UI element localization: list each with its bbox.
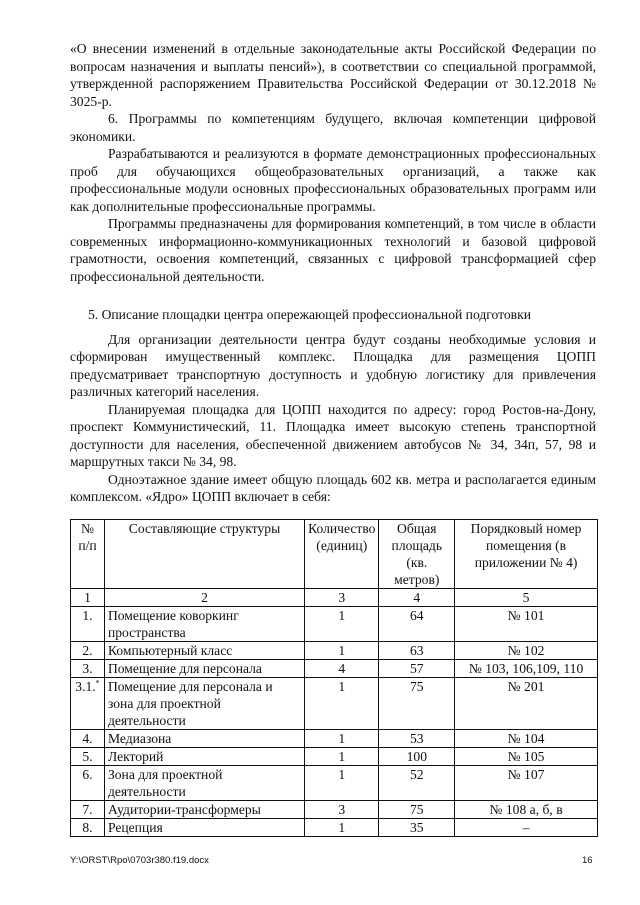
row-num: [71, 677, 105, 729]
footnote-mark: *: [95, 677, 100, 687]
row-structure: Помещение коворкинг пространства: [104, 606, 304, 641]
row-room: № 104: [455, 729, 598, 747]
row-room: –: [455, 818, 598, 836]
row-structure: Помещение для персонала и зона для проектной деятельности: [104, 677, 304, 729]
row-area: 53: [379, 729, 455, 747]
index-cell: 2: [104, 588, 304, 606]
row-area: 52: [379, 765, 455, 800]
table-row: [71, 677, 598, 729]
header-count: Количество (единиц): [305, 519, 379, 588]
row-num: 1.: [71, 606, 105, 641]
row-room: № 103, 106,109, 110: [455, 659, 598, 677]
row-count: 1: [305, 818, 379, 836]
row-num-text: 3.1.: [75, 678, 96, 694]
paragraph-5: Для организации деятельности центра будут созданы необходимые условия и сформирован имущественный комплекс. Площадка для размещения ЦОПП предусматривает транспортную доступность и удобную логистику для привлечения различных категорий населения.: [70, 331, 596, 399]
row-room: № 201: [455, 677, 598, 729]
row-count: 1: [305, 765, 379, 800]
table-row: [71, 747, 598, 765]
table-index-row: [71, 588, 598, 606]
row-area: 57: [379, 659, 455, 677]
row-room: № 101: [455, 606, 598, 641]
table-row: [71, 729, 598, 747]
row-num: 2.: [71, 641, 105, 659]
index-cell: 1: [71, 588, 105, 606]
document-page: [70, 40, 596, 837]
index-cell: 5: [455, 588, 598, 606]
row-area: 100: [379, 747, 455, 765]
row-count: 1: [305, 677, 379, 729]
row-count: 1: [305, 606, 379, 641]
row-num: 7.: [71, 800, 105, 818]
header-room: Порядковый номер помещения (в приложении № 4): [455, 519, 598, 588]
row-structure: Лекторий: [104, 747, 304, 765]
header-structure: Составляющие структуры: [104, 519, 304, 588]
row-num: 3.: [71, 659, 105, 677]
row-structure: Аудитории-трансформеры: [104, 800, 304, 818]
row-num: 5.: [71, 747, 105, 765]
index-cell: 3: [305, 588, 379, 606]
table-row: [71, 606, 598, 641]
row-num: 4.: [71, 729, 105, 747]
row-num: 6.: [71, 765, 105, 800]
index-cell: 4: [379, 588, 455, 606]
header-area: Общая площадь (кв. метров): [379, 519, 455, 588]
row-area: 63: [379, 641, 455, 659]
paragraph-3: Разрабатываются и реализуются в формате демонстрационных профессиональных проб для обучающихся общеобразовательных организаций, а также как профессиональные модули основных профессиональных образовательных программ или как дополнительные профессиональные программы.: [70, 146, 596, 214]
row-count: 4: [305, 659, 379, 677]
row-num: 8.: [71, 818, 105, 836]
row-structure: Рецепция: [104, 818, 304, 836]
paragraph-1: «О внесении изменений в отдельные законодательные акты Российской Федерации по вопросам назначения и выплаты пенсий»), в соответствии со специальной программой, утвержденной распоряжением Правительства Российской Федерации от 30.12.2018 № 3025-р.: [70, 41, 596, 109]
row-room: № 102: [455, 641, 598, 659]
row-room: № 105: [455, 747, 598, 765]
row-room: № 107: [455, 765, 598, 800]
row-area: 35: [379, 818, 455, 836]
row-count: 1: [305, 641, 379, 659]
facilities-table: [70, 519, 598, 837]
paragraph-4: Программы предназначены для формирования компетенций, в том числе в области современных информационно-коммуникационных технологий и базовой цифровой грамотности, освоения компетенций, связанных с цифровой трансформацией сфер профессиональной деятельности.: [70, 216, 596, 284]
table-row: [71, 800, 598, 818]
section-heading: 5. Описание площадки центра опережающей профессиональной подготовки: [88, 307, 531, 322]
row-area: 64: [379, 606, 455, 641]
footer-file-path: Y:\ORST\Rpo\0703r380.f19.docx: [70, 855, 209, 866]
row-area: 75: [379, 800, 455, 818]
row-structure: Помещение для персонала: [104, 659, 304, 677]
table-row: [71, 659, 598, 677]
row-count: 3: [305, 800, 379, 818]
row-count: 1: [305, 729, 379, 747]
table-header-row: [71, 519, 598, 588]
row-structure: Зона для проектной деятельности: [104, 765, 304, 800]
row-structure: Медиазона: [104, 729, 304, 747]
paragraph-6: Планируемая площадка для ЦОПП находится по адресу: город Ростов-на-Дону, проспект Коммунистический, 11. Площадка имеет высокую степень транспортной доступности для населения, обеспеченной движением автобусов № 34, 34п, 57, 98 и маршрутных такси № 34, 98.: [70, 401, 596, 469]
table-row: [71, 641, 598, 659]
row-room: № 108 а, б, в: [455, 800, 598, 818]
row-structure: Компьютерный класс: [104, 641, 304, 659]
table-row: [71, 765, 598, 800]
paragraph-2: 6. Программы по компетенциям будущего, включая компетенции цифровой экономики.: [70, 111, 596, 144]
header-num: № п/п: [71, 519, 105, 588]
footer-page-number: 16: [582, 855, 593, 866]
row-count: 1: [305, 747, 379, 765]
table-row: [71, 818, 598, 836]
row-area: 75: [379, 677, 455, 729]
paragraph-7: Одноэтажное здание имеет общую площадь 602 кв. метра и располагается единым комплексом. «Ядро» ЦОПП включает в себя:: [70, 471, 596, 504]
